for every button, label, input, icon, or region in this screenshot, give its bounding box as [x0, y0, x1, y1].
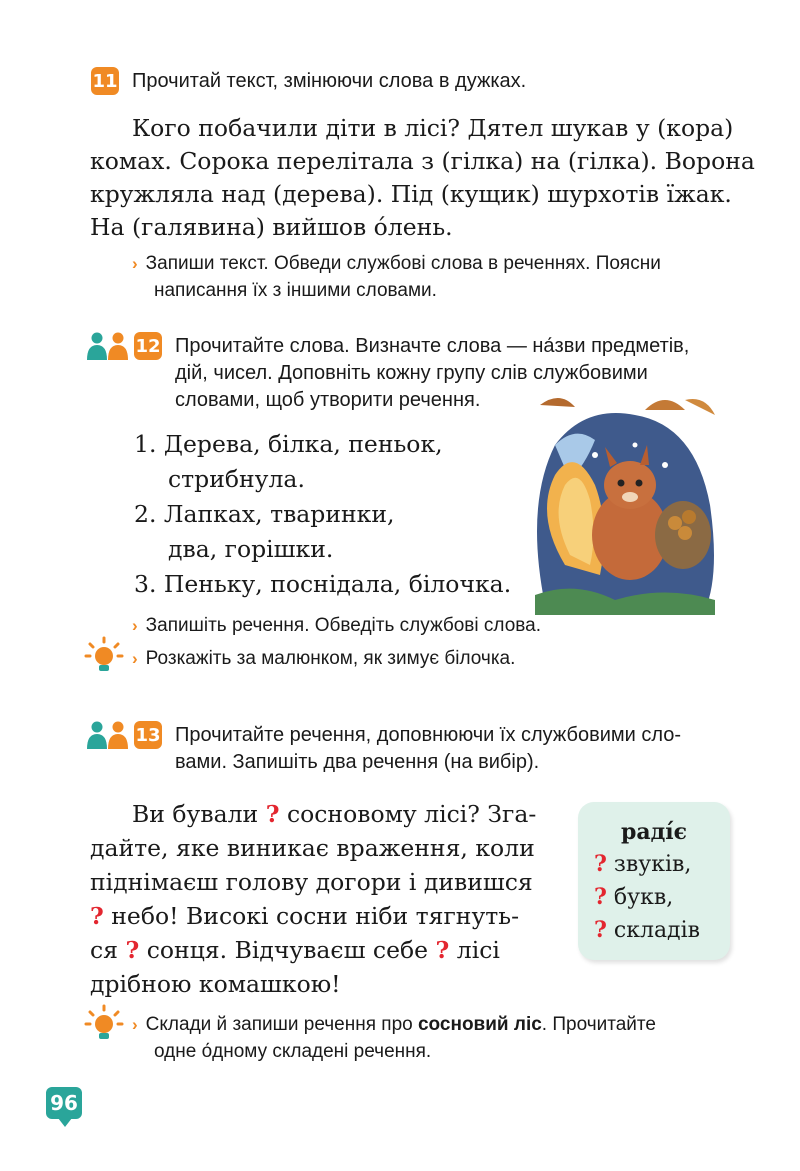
text-line: піднімаєш голову догори і дивишся [90, 868, 533, 896]
exercise-number-badge [134, 721, 162, 749]
arrow-icon: › [132, 616, 138, 635]
page-tab-pointer [58, 1118, 72, 1128]
task-line: Прочитайте речення, доповнюючи їх службовими сло- [175, 724, 682, 746]
list-item: два, горішки. [168, 535, 334, 563]
hint-item: звуків, [613, 852, 692, 877]
exercise-number: 13 [135, 724, 161, 746]
text-line: дайте, яке виникає враження, коли [90, 834, 535, 862]
instruction-text: написання їх з іншими словами. [154, 280, 437, 301]
text-line: дрібною комашкою! [90, 970, 341, 998]
instruction [132, 612, 541, 639]
word-list [134, 427, 511, 602]
instruction [132, 645, 515, 672]
arrow-icon: › [132, 1015, 138, 1034]
blank-mark: ? [125, 936, 140, 964]
blank-mark: ? [594, 851, 607, 877]
arrow-icon: › [132, 649, 138, 668]
pair-work-icon [86, 332, 130, 360]
hint-item: складів [613, 918, 701, 943]
lightbulb-icon [84, 636, 124, 676]
pair-work-icon [86, 721, 130, 749]
text-line: Кого побачили діти в лісі? Дятел шукав у (кора) [132, 114, 734, 142]
task-line: Прочитайте слова. Визначте слова — на́зви предметів, [175, 335, 690, 357]
exercise-number: 12 [135, 335, 161, 357]
instruction-text: Запишіть речення. Обведіть службові слова. [145, 615, 541, 636]
squirrel-illustration [515, 385, 725, 615]
exercise-task [175, 722, 745, 776]
list-item: стрибнула. [168, 465, 305, 493]
list-item: 1. Дерева, білка, пеньок, [134, 430, 443, 458]
hint-box [578, 802, 730, 960]
page-number-badge [46, 1087, 82, 1119]
instruction: › Склади й запиши речення про сосновий ліс. Прочитайте одне о́дному складені речення. [132, 1011, 752, 1065]
instruction-text: Запиши текст. Обведи службові слова в реченнях. Поясни [145, 253, 661, 274]
blank-mark: ? [594, 884, 607, 910]
list-item: 3. Пеньку, поснідала, білочка. [134, 570, 512, 598]
text-line: На (галявина) вийшов о́лень. [90, 213, 453, 241]
page-number: 96 [50, 1091, 78, 1115]
lightbulb-icon [84, 1004, 124, 1044]
arrow-icon: › [132, 254, 138, 273]
blank-mark: ? [265, 800, 280, 828]
task-line: дій, чисел. Доповніть кожну групу слів службовими [175, 362, 648, 384]
instruction-text: Розкажіть за малюнком, як зимує білочка. [145, 648, 516, 669]
instruction [132, 250, 752, 304]
exercise-text [90, 112, 755, 244]
blank-mark: ? [90, 902, 104, 930]
text-line: кружляла над (дерева). Під (кущик) шурхотів їжак. [90, 180, 732, 208]
blank-mark: ? [594, 917, 607, 943]
exercise-text: Ви бували ? сосновому лісі? Зга- дайте, яке виникає враження, коли піднімаєш голову догори і дивишся ? небо! Високі сосни ніби тягнуть- ся ? сонця. Відчуваєш себе ? лісі дрібною комашкою! [90, 797, 536, 1001]
task-line: словами, щоб утворити речення. [175, 389, 481, 411]
exercise-task: Прочитай текст, змінюючи слова в дужках. [132, 70, 527, 92]
exercise-number-badge [91, 67, 119, 95]
task-line: вами. Запишіть два речення (на вибір). [175, 751, 540, 773]
list-item: 2. Лапках, тваринки, [134, 500, 395, 528]
exercise-number-badge [134, 332, 162, 360]
hint-title: раді́є [620, 819, 688, 845]
text-line: комах. Сорока перелітала з (гілка) на (гілка). Ворона [90, 147, 755, 175]
instruction-text: одне о́дному складені речення. [154, 1041, 432, 1062]
blank-mark: ? [435, 936, 450, 964]
exercise-number: 11 [92, 70, 118, 92]
hint-item: букв, [613, 885, 674, 910]
bold-phrase: сосновий ліс [417, 1014, 542, 1035]
